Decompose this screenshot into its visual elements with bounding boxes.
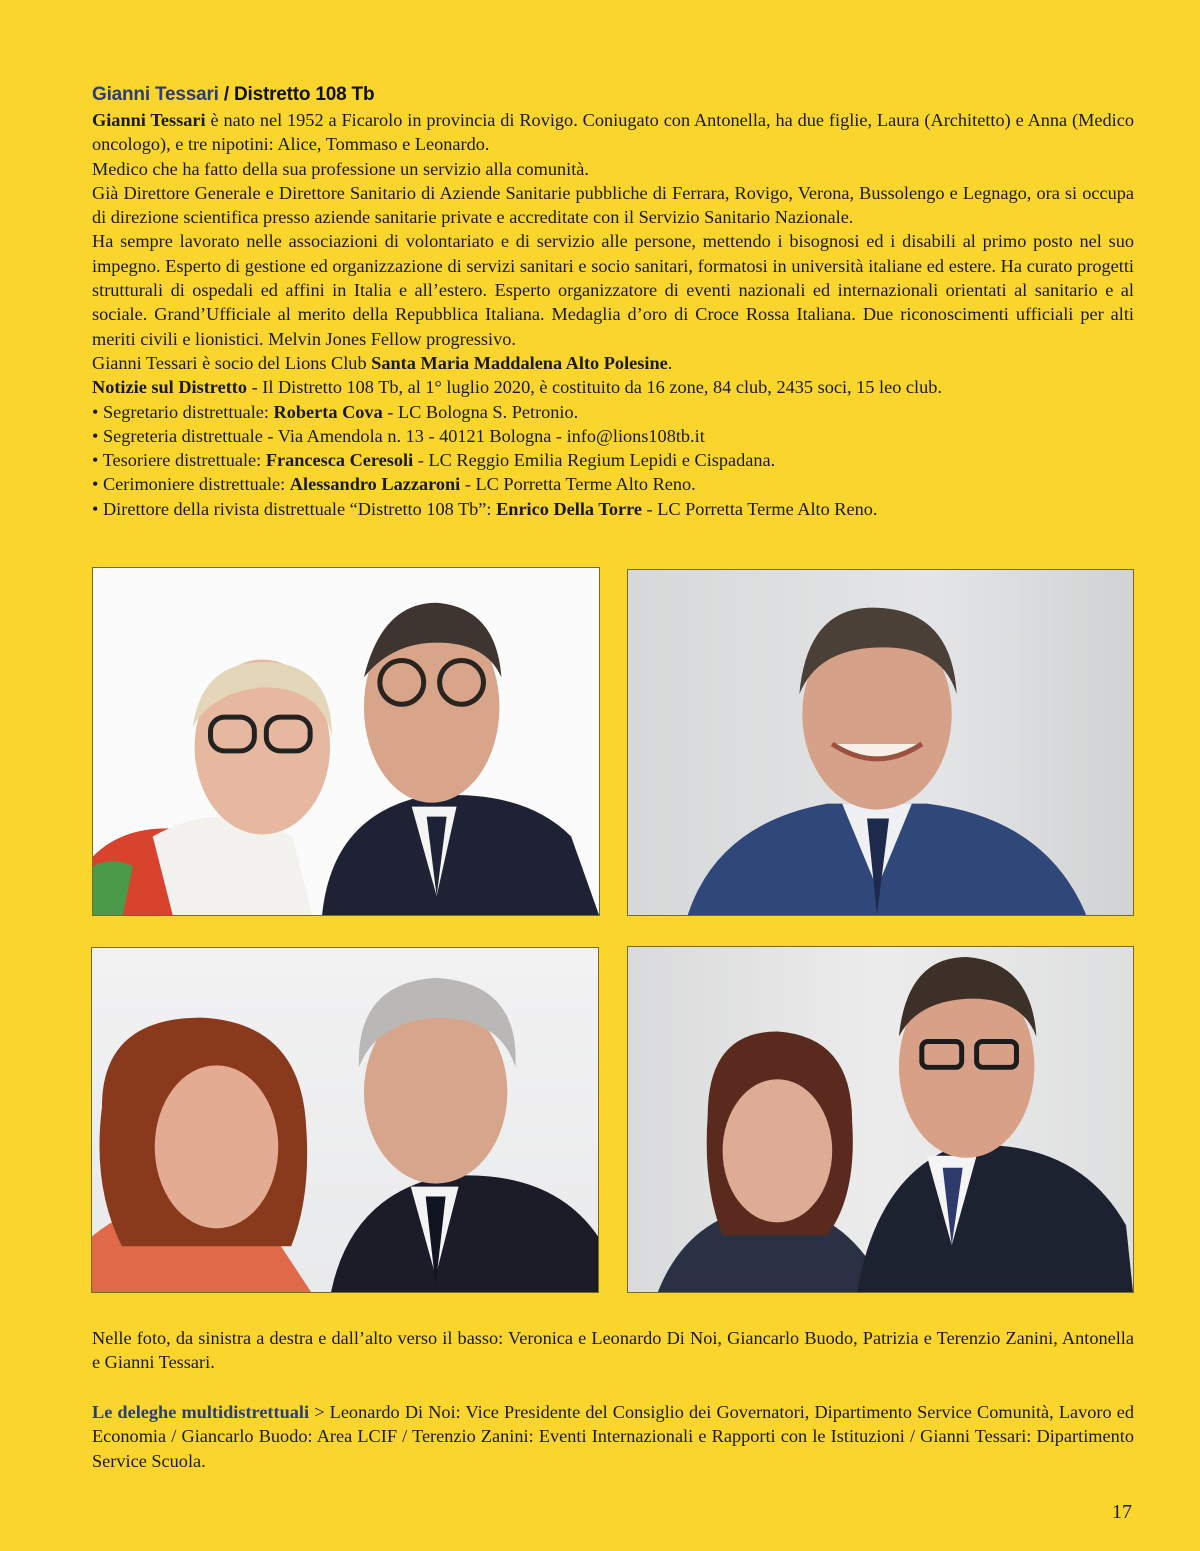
article-heading (92, 84, 374, 106)
biography-text (92, 108, 1134, 521)
item-club: - LC Porretta Terme Alto Reno. (641, 498, 878, 519)
item-person: Alessandro Lazzaroni (289, 474, 461, 495)
district-item (92, 400, 1134, 424)
heading-name: Gianni Tessari (92, 84, 219, 105)
item-label: • Segretario distrettuale: (92, 401, 274, 422)
bio-club-name: Santa Maria Maddalena Alto Polesine (371, 352, 668, 373)
bio-club-intro: Gianni Tessari è socio del Lions Club (92, 352, 372, 373)
item-person: Roberta Cova (273, 401, 383, 422)
heading-separator: / (218, 84, 234, 105)
district-item (92, 472, 1134, 496)
item-label: • Tesoriere distrettuale: (92, 450, 266, 471)
bio-paragraph-5 (92, 351, 1134, 375)
heading-district: Distretto 108 Tb (233, 84, 375, 105)
district-item (92, 497, 1134, 521)
bio-club-end: . (667, 352, 673, 373)
district-item (92, 424, 1134, 448)
multidistrict-delegations (92, 1400, 1134, 1473)
delegations-text: > Leonardo Di Noi: Vice Presidente del Consiglio dei Governatori, Dipartimento Service Comunità, Lavoro ed Economia / Giancarlo Buodo: Area LCIF / Terenzio Zanini: Eventi Internazionali e Rapporti con le Istituzioni / Gianni Tessari: Dipartimento Service Scuola. (92, 1402, 1134, 1471)
item-club: - LC Reggio Emilia Regium Lepidi e Cispadana. (413, 450, 776, 471)
item-label: • Segreteria distrettuale - Via Amendola n. 13 - 40121 Bologna - info@lions108tb.it (92, 425, 705, 446)
bio-paragraph-3: Già Direttore Generale e Direttore Sanitario di Aziende Sanitarie pubbliche di Ferrara, Rovigo, Verona, Bussolengo e Legnago, ora si occupa di direzione scientifica presso aziende sanitarie private e accreditate con il Servizio Sanitario Nazionale. (92, 182, 1134, 228)
photo-couple-1 (92, 567, 600, 916)
item-label: • Direttore della rivista distrettuale “Distretto 108 Tb”: (92, 498, 497, 519)
district-news (92, 375, 1134, 399)
district-news-label: Notizie sul Distretto (92, 377, 248, 398)
bio-family: è nato nel 1952 a Ficarolo in provincia di Rovigo. Coniugato con Antonella, ha due figlie, Laura (Architetto) e Anna (Medico oncologo), e tre nipotini: Alice, Tommaso e Leonardo. (92, 110, 1134, 155)
item-label: • Cerimoniere distrettuale: (92, 474, 290, 495)
photo-couple-3 (91, 947, 599, 1293)
photo-portrait-2 (627, 569, 1134, 916)
photo-couple-4 (627, 946, 1134, 1293)
bio-paragraph-1 (92, 108, 1134, 157)
bio-paragraph-2: Medico che ha fatto della sua professione un servizio alla comunità. (92, 158, 589, 179)
district-item (92, 448, 1134, 472)
page-number: 17 (1112, 1501, 1132, 1523)
bio-paragraph-4: Ha sempre lavorato nelle associazioni di volontariato e di servizio alle persone, mettendo i bisognosi ed i disabili al primo posto nel suo impegno. Esperto di gestione ed organizzazione di servizi sanitari e socio sanitari, formatosi in università italiane ed estere. Ha curato progetti strutturali di ospedali ed affini in Italia e all’estero. Esperto organizzatore di eventi nazionali ed internazionali orientati al sanitario e al sociale. Grand’Ufficiale al merito della Repubblica Italiana. Medaglia d’oro di Croce Rossa Italiana. Due riconoscimenti ufficiali per alti meriti civili e lionistici. Melvin Jones Fellow progressivo. (92, 231, 1134, 349)
photo-caption: Nelle foto, da sinistra a destra e dall’alto verso il basso: Veronica e Leonardo Di Noi, Giancarlo Buodo, Patrizia e Terenzio Zanini, Antonella e Gianni Tessari. (92, 1328, 1134, 1373)
delegations-label: Le deleghe multidistrettuali (92, 1402, 310, 1422)
bio-name: Gianni Tessari (92, 110, 206, 130)
item-club: - LC Porretta Terme Alto Reno. (460, 474, 696, 495)
district-news-text: - Il Distretto 108 Tb, al 1° luglio 2020, è costituito da 16 zone, 84 club, 2435 soci, 15 leo club. (247, 377, 942, 398)
item-club: - LC Bologna S. Petronio. (382, 401, 579, 422)
item-person: Francesca Ceresoli (265, 450, 414, 471)
item-person: Enrico Della Torre (496, 498, 642, 519)
